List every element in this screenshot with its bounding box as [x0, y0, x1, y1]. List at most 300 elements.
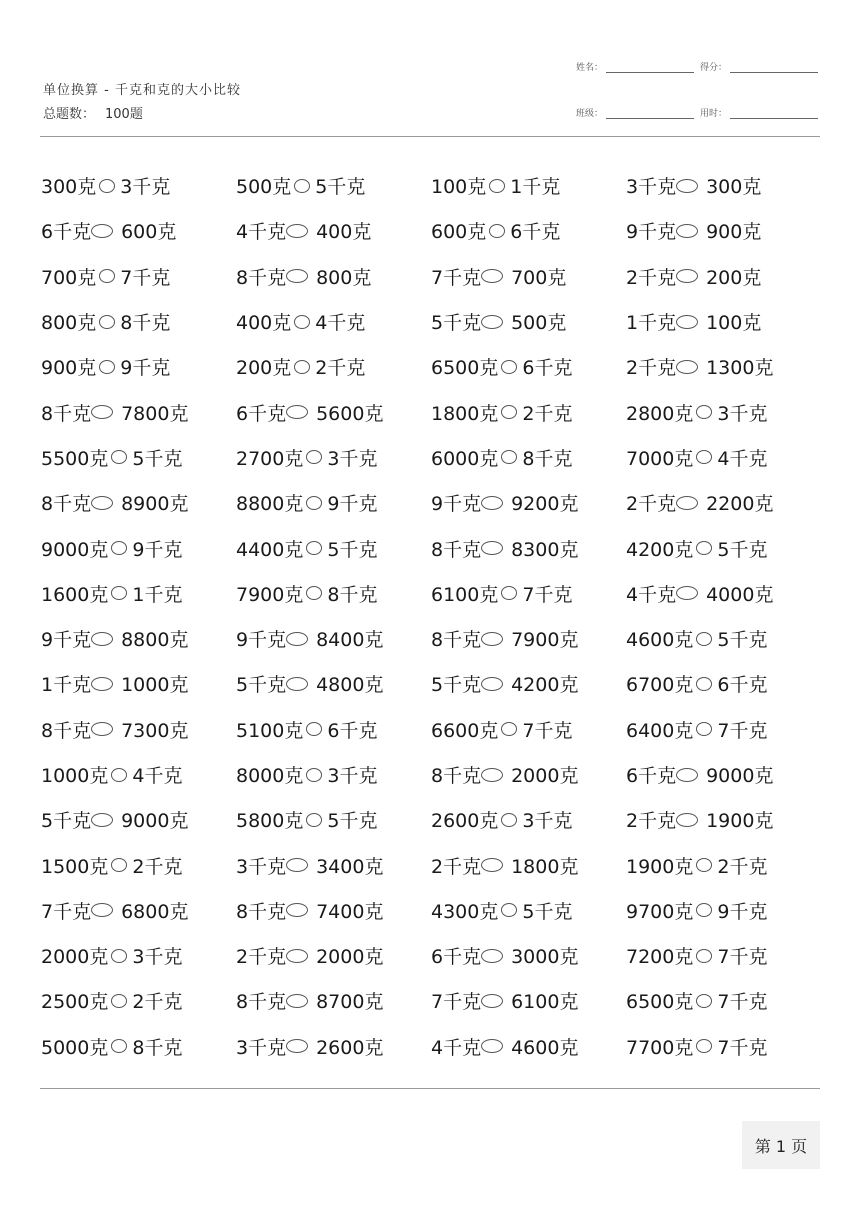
- left-quantity: 2千克: [626, 357, 677, 380]
- right-quantity: 2000克: [316, 946, 384, 969]
- problem-row: [41, 797, 821, 842]
- right-quantity: 1900克: [706, 810, 774, 833]
- comparison-problem: [626, 797, 821, 842]
- right-quantity: 7千克: [522, 583, 573, 606]
- answer-circle[interactable]: [286, 224, 308, 238]
- right-quantity: 5千克: [717, 538, 768, 561]
- left-quantity: 9千克: [431, 493, 482, 516]
- right-quantity: 8千克: [120, 312, 171, 335]
- answer-circle[interactable]: [481, 541, 503, 555]
- left-quantity: 700克: [41, 266, 97, 289]
- comparison-problem: [41, 208, 236, 253]
- comparison-problem: [626, 299, 821, 344]
- right-quantity: 9千克: [717, 900, 768, 923]
- answer-circle[interactable]: [294, 179, 310, 193]
- left-quantity: 7000克: [626, 447, 694, 470]
- score-label: 得分：: [700, 63, 728, 73]
- right-quantity: 1000克: [121, 674, 189, 697]
- answer-circle[interactable]: [286, 858, 308, 872]
- comparison-problem: [626, 163, 821, 208]
- answer-circle[interactable]: [696, 858, 712, 872]
- right-quantity: 3千克: [132, 946, 183, 969]
- left-quantity: 100克: [431, 176, 487, 199]
- right-quantity: 9千克: [327, 493, 378, 516]
- comparison-problem: [236, 797, 431, 842]
- right-quantity: 7千克: [717, 991, 768, 1014]
- answer-circle[interactable]: [481, 949, 503, 963]
- answer-circle[interactable]: [676, 496, 698, 510]
- left-quantity: 2600克: [431, 810, 499, 833]
- name-field: [576, 60, 694, 73]
- right-quantity: 7800克: [121, 402, 189, 425]
- problem-row: [41, 978, 821, 1023]
- answer-circle[interactable]: [696, 677, 712, 691]
- left-quantity: 5千克: [431, 312, 482, 335]
- comparison-problem: [431, 888, 626, 933]
- right-quantity: 3千克: [327, 765, 378, 787]
- answer-circle[interactable]: [501, 722, 517, 736]
- right-quantity: 300克: [706, 176, 762, 199]
- left-quantity: 3千克: [236, 855, 287, 878]
- right-quantity: 8300克: [511, 538, 579, 561]
- answer-circle[interactable]: [696, 632, 712, 646]
- comparison-problem: [431, 707, 626, 752]
- answer-circle[interactable]: [501, 586, 517, 600]
- right-quantity: 5千克: [717, 629, 768, 652]
- comparison-problem: [236, 842, 431, 887]
- comparison-problem: [626, 842, 821, 887]
- left-quantity: 2千克: [626, 810, 677, 833]
- left-quantity: 6500克: [431, 357, 499, 380]
- left-quantity: 2千克: [626, 266, 677, 289]
- answer-circle[interactable]: [696, 722, 712, 736]
- right-quantity: 8700克: [316, 991, 384, 1014]
- right-quantity: 2200克: [706, 493, 774, 516]
- answer-circle[interactable]: [306, 813, 322, 827]
- comparison-problem: [41, 1024, 236, 1069]
- comparison-problem: [41, 571, 236, 616]
- left-quantity: 8800克: [236, 493, 304, 516]
- right-quantity: 5600克: [316, 402, 384, 425]
- right-quantity: 4800克: [316, 674, 384, 697]
- problem-row: [41, 525, 821, 570]
- right-quantity: 7千克: [717, 719, 768, 742]
- left-quantity: 300克: [41, 176, 97, 199]
- answer-circle[interactable]: [99, 269, 115, 283]
- answer-circle[interactable]: [91, 903, 113, 917]
- right-quantity: 4千克: [132, 765, 183, 787]
- left-quantity: 4千克: [431, 1036, 482, 1059]
- answer-circle[interactable]: [306, 586, 322, 600]
- left-quantity: 200克: [236, 357, 292, 380]
- right-quantity: 2000克: [511, 765, 579, 787]
- comparison-problem: [41, 842, 236, 887]
- left-quantity: 5800克: [236, 810, 304, 833]
- name-blank[interactable]: [606, 63, 694, 73]
- answer-circle[interactable]: [501, 450, 517, 464]
- right-quantity: 4千克: [315, 312, 366, 335]
- right-quantity: 5千克: [522, 900, 573, 923]
- answer-circle[interactable]: [696, 541, 712, 555]
- comparison-problem: [236, 752, 431, 797]
- answer-circle[interactable]: [294, 360, 310, 374]
- answer-circle[interactable]: [286, 903, 308, 917]
- left-quantity: 1600克: [41, 583, 109, 606]
- answer-circle[interactable]: [676, 768, 698, 782]
- header-divider: [40, 136, 820, 137]
- left-quantity: 1千克: [626, 312, 677, 335]
- right-quantity: 3400克: [316, 855, 384, 878]
- problem-row: [41, 480, 821, 525]
- comparison-problem: [626, 525, 821, 570]
- right-quantity: 7千克: [717, 946, 768, 969]
- answer-circle[interactable]: [481, 632, 503, 646]
- answer-circle[interactable]: [501, 405, 517, 419]
- left-quantity: 500克: [236, 176, 292, 199]
- comparison-problem: [626, 254, 821, 299]
- comparison-problem: [41, 435, 236, 480]
- left-quantity: 8千克: [431, 765, 482, 787]
- comparison-problem: [626, 1024, 821, 1069]
- time-blank[interactable]: [730, 109, 818, 119]
- comparison-problem: [41, 254, 236, 299]
- class-label: 班级：: [576, 109, 604, 119]
- comparison-problem: [41, 752, 236, 797]
- comparison-problem: [41, 525, 236, 570]
- right-quantity: 800克: [316, 266, 372, 289]
- comparison-problem: [431, 208, 626, 253]
- left-quantity: 8千克: [236, 266, 287, 289]
- problem-row: [41, 435, 821, 480]
- comparison-problem: [431, 752, 626, 797]
- comparison-problem: [431, 616, 626, 661]
- right-quantity: 100克: [706, 312, 762, 335]
- right-quantity: 3000克: [511, 946, 579, 969]
- right-quantity: 500克: [511, 312, 567, 335]
- page-number: 第 1 页: [742, 1121, 820, 1169]
- answer-circle[interactable]: [696, 405, 712, 419]
- answer-circle[interactable]: [111, 450, 127, 464]
- comparison-problem: [41, 480, 236, 525]
- answer-circle[interactable]: [286, 677, 308, 691]
- comparison-problem: [41, 389, 236, 434]
- comparison-problem: [41, 661, 236, 706]
- answer-circle[interactable]: [286, 269, 308, 283]
- left-quantity: 2700克: [236, 447, 304, 470]
- answer-circle[interactable]: [481, 315, 503, 329]
- right-quantity: 7千克: [522, 719, 573, 742]
- answer-circle[interactable]: [306, 541, 322, 555]
- problem-row: [41, 616, 821, 661]
- answer-circle[interactable]: [91, 405, 113, 419]
- right-quantity: 4千克: [717, 447, 768, 470]
- left-quantity: 6100克: [431, 583, 499, 606]
- left-quantity: 9000克: [41, 538, 109, 561]
- left-quantity: 4300克: [431, 900, 499, 923]
- comparison-problem: [626, 978, 821, 1023]
- comparison-problem: [431, 525, 626, 570]
- answer-circle[interactable]: [489, 224, 505, 238]
- left-quantity: 2千克: [431, 855, 482, 878]
- answer-circle[interactable]: [111, 858, 127, 872]
- answer-circle[interactable]: [696, 903, 712, 917]
- answer-circle[interactable]: [111, 768, 127, 782]
- total-label: 总题数：: [43, 107, 96, 122]
- answer-circle[interactable]: [481, 677, 503, 691]
- answer-circle[interactable]: [501, 360, 517, 374]
- answer-circle[interactable]: [696, 994, 712, 1008]
- answer-circle[interactable]: [91, 722, 113, 736]
- right-quantity: 3千克: [120, 176, 171, 199]
- right-quantity: 1千克: [510, 176, 561, 199]
- left-quantity: 7200克: [626, 946, 694, 969]
- comparison-problem: [431, 344, 626, 389]
- answer-circle[interactable]: [306, 768, 322, 782]
- left-quantity: 1000克: [41, 765, 109, 787]
- left-quantity: 2800克: [626, 402, 694, 425]
- answer-circle[interactable]: [676, 269, 698, 283]
- right-quantity: 5千克: [315, 176, 366, 199]
- comparison-problem: [431, 978, 626, 1023]
- left-quantity: 3千克: [236, 1036, 287, 1059]
- answer-circle[interactable]: [501, 903, 517, 917]
- comparison-problem: [431, 435, 626, 480]
- name-label: 姓名：: [576, 63, 604, 73]
- right-quantity: 6100克: [511, 991, 579, 1014]
- left-quantity: 6千克: [626, 765, 677, 787]
- answer-circle[interactable]: [481, 858, 503, 872]
- answer-circle[interactable]: [696, 450, 712, 464]
- right-quantity: 1300克: [706, 357, 774, 380]
- right-quantity: 8900克: [121, 493, 189, 516]
- comparison-problem: [431, 797, 626, 842]
- right-quantity: 1千克: [132, 583, 183, 606]
- left-quantity: 7千克: [41, 900, 92, 923]
- left-quantity: 8千克: [41, 719, 92, 742]
- answer-circle[interactable]: [481, 1039, 503, 1053]
- left-quantity: 6400克: [626, 719, 694, 742]
- problem-row: [41, 752, 821, 797]
- left-quantity: 8千克: [236, 991, 287, 1014]
- answer-circle[interactable]: [91, 224, 113, 238]
- problem-row: [41, 661, 821, 706]
- problem-row: [41, 707, 821, 752]
- comparison-problem: [41, 163, 236, 208]
- answer-circle[interactable]: [91, 496, 113, 510]
- answer-circle[interactable]: [91, 813, 113, 827]
- comparison-problem: [626, 571, 821, 616]
- left-quantity: 2千克: [236, 946, 287, 969]
- answer-circle[interactable]: [91, 632, 113, 646]
- comparison-problem: [626, 344, 821, 389]
- right-quantity: 2千克: [315, 357, 366, 380]
- answer-circle[interactable]: [286, 1039, 308, 1053]
- right-quantity: 4000克: [706, 583, 774, 606]
- right-quantity: 1800克: [511, 855, 579, 878]
- right-quantity: 200克: [706, 266, 762, 289]
- comparison-problem: [236, 707, 431, 752]
- left-quantity: 5000克: [41, 1036, 109, 1059]
- left-quantity: 600克: [431, 221, 487, 244]
- left-quantity: 9千克: [41, 629, 92, 652]
- answer-circle[interactable]: [676, 586, 698, 600]
- answer-circle[interactable]: [306, 450, 322, 464]
- comparison-problem: [236, 571, 431, 616]
- comparison-problem: [626, 435, 821, 480]
- right-quantity: 9千克: [120, 357, 171, 380]
- right-quantity: 7300克: [121, 719, 189, 742]
- comparison-problem: [236, 480, 431, 525]
- left-quantity: 5100克: [236, 719, 304, 742]
- comparison-problem: [626, 933, 821, 978]
- comparison-problem: [236, 1024, 431, 1069]
- problem-row: [41, 344, 821, 389]
- comparison-problem: [626, 616, 821, 661]
- right-quantity: 8千克: [132, 1036, 183, 1059]
- comparison-problem: [236, 208, 431, 253]
- right-quantity: 9000克: [121, 810, 189, 833]
- answer-circle[interactable]: [481, 994, 503, 1008]
- right-quantity: 600克: [121, 221, 177, 244]
- left-quantity: 6500克: [626, 991, 694, 1014]
- left-quantity: 1900克: [626, 855, 694, 878]
- comparison-problem: [41, 797, 236, 842]
- comparison-problem: [41, 888, 236, 933]
- problem-grid: [41, 163, 821, 1069]
- problem-row: [41, 888, 821, 933]
- left-quantity: 2000克: [41, 946, 109, 969]
- left-quantity: 4千克: [626, 583, 677, 606]
- right-quantity: 700克: [511, 266, 567, 289]
- answer-circle[interactable]: [676, 224, 698, 238]
- answer-circle[interactable]: [99, 315, 115, 329]
- right-quantity: 9200克: [511, 493, 579, 516]
- left-quantity: 9千克: [236, 629, 287, 652]
- comparison-problem: [431, 1024, 626, 1069]
- comparison-problem: [431, 480, 626, 525]
- left-quantity: 8千克: [41, 493, 92, 516]
- class-field: [576, 106, 694, 119]
- comparison-problem: [236, 888, 431, 933]
- left-quantity: 2千克: [626, 493, 677, 516]
- comparison-problem: [626, 661, 821, 706]
- comparison-problem: [431, 254, 626, 299]
- right-quantity: 2千克: [717, 855, 768, 878]
- right-quantity: 8千克: [522, 447, 573, 470]
- answer-circle[interactable]: [696, 1039, 712, 1053]
- left-quantity: 8000克: [236, 765, 304, 787]
- answer-circle[interactable]: [111, 1039, 127, 1053]
- left-quantity: 1500克: [41, 855, 109, 878]
- left-quantity: 6千克: [236, 402, 287, 425]
- comparison-problem: [431, 571, 626, 616]
- comparison-problem: [236, 978, 431, 1023]
- answer-circle[interactable]: [111, 541, 127, 555]
- left-quantity: 6700克: [626, 674, 694, 697]
- answer-circle[interactable]: [286, 949, 308, 963]
- left-quantity: 5千克: [236, 674, 287, 697]
- left-quantity: 6千克: [41, 221, 92, 244]
- answer-circle[interactable]: [481, 496, 503, 510]
- answer-circle[interactable]: [99, 179, 115, 193]
- answer-circle[interactable]: [91, 677, 113, 691]
- answer-circle[interactable]: [99, 360, 115, 374]
- time-label: 用时：: [700, 109, 728, 119]
- left-quantity: 800克: [41, 312, 97, 335]
- answer-circle[interactable]: [501, 813, 517, 827]
- answer-circle[interactable]: [111, 586, 127, 600]
- right-quantity: 6千克: [522, 357, 573, 380]
- answer-circle[interactable]: [481, 768, 503, 782]
- left-quantity: 5千克: [41, 810, 92, 833]
- right-quantity: 8400克: [316, 629, 384, 652]
- problem-row: [41, 842, 821, 887]
- answer-circle[interactable]: [306, 496, 322, 510]
- answer-circle[interactable]: [696, 949, 712, 963]
- right-quantity: 5千克: [327, 538, 378, 561]
- answer-circle[interactable]: [286, 405, 308, 419]
- answer-circle[interactable]: [286, 632, 308, 646]
- right-quantity: 900克: [706, 221, 762, 244]
- problem-row: [41, 208, 821, 253]
- right-quantity: 400克: [316, 221, 372, 244]
- score-field: [700, 60, 818, 73]
- score-blank[interactable]: [730, 63, 818, 73]
- left-quantity: 8千克: [41, 402, 92, 425]
- right-quantity: 6千克: [510, 221, 561, 244]
- answer-circle[interactable]: [111, 994, 127, 1008]
- comparison-problem: [431, 389, 626, 434]
- right-quantity: 9千克: [132, 538, 183, 561]
- answer-circle[interactable]: [286, 994, 308, 1008]
- answer-circle[interactable]: [489, 179, 505, 193]
- answer-circle[interactable]: [676, 813, 698, 827]
- answer-circle[interactable]: [676, 315, 698, 329]
- comparison-problem: [431, 163, 626, 208]
- total-questions: [43, 103, 143, 122]
- comparison-problem: [41, 299, 236, 344]
- right-quantity: 3千克: [717, 402, 768, 425]
- answer-circle[interactable]: [676, 360, 698, 374]
- right-quantity: 7千克: [120, 266, 171, 289]
- problem-row: [41, 1024, 821, 1069]
- class-blank[interactable]: [606, 109, 694, 119]
- comparison-problem: [236, 435, 431, 480]
- right-quantity: 3千克: [522, 810, 573, 833]
- comparison-problem: [236, 389, 431, 434]
- comparison-problem: [431, 842, 626, 887]
- right-quantity: 3千克: [327, 447, 378, 470]
- right-quantity: 4200克: [511, 674, 579, 697]
- answer-circle[interactable]: [306, 722, 322, 736]
- left-quantity: 8千克: [431, 629, 482, 652]
- answer-circle[interactable]: [676, 179, 698, 193]
- left-quantity: 8千克: [236, 900, 287, 923]
- answer-circle[interactable]: [294, 315, 310, 329]
- answer-circle[interactable]: [111, 949, 127, 963]
- left-quantity: 6600克: [431, 719, 499, 742]
- right-quantity: 4600克: [511, 1036, 579, 1059]
- problem-row: [41, 933, 821, 978]
- right-quantity: 5千克: [132, 447, 183, 470]
- comparison-problem: [41, 707, 236, 752]
- comparison-problem: [431, 299, 626, 344]
- comparison-problem: [41, 616, 236, 661]
- answer-circle[interactable]: [481, 269, 503, 283]
- comparison-problem: [626, 707, 821, 752]
- comparison-problem: [626, 888, 821, 933]
- left-quantity: 8千克: [431, 538, 482, 561]
